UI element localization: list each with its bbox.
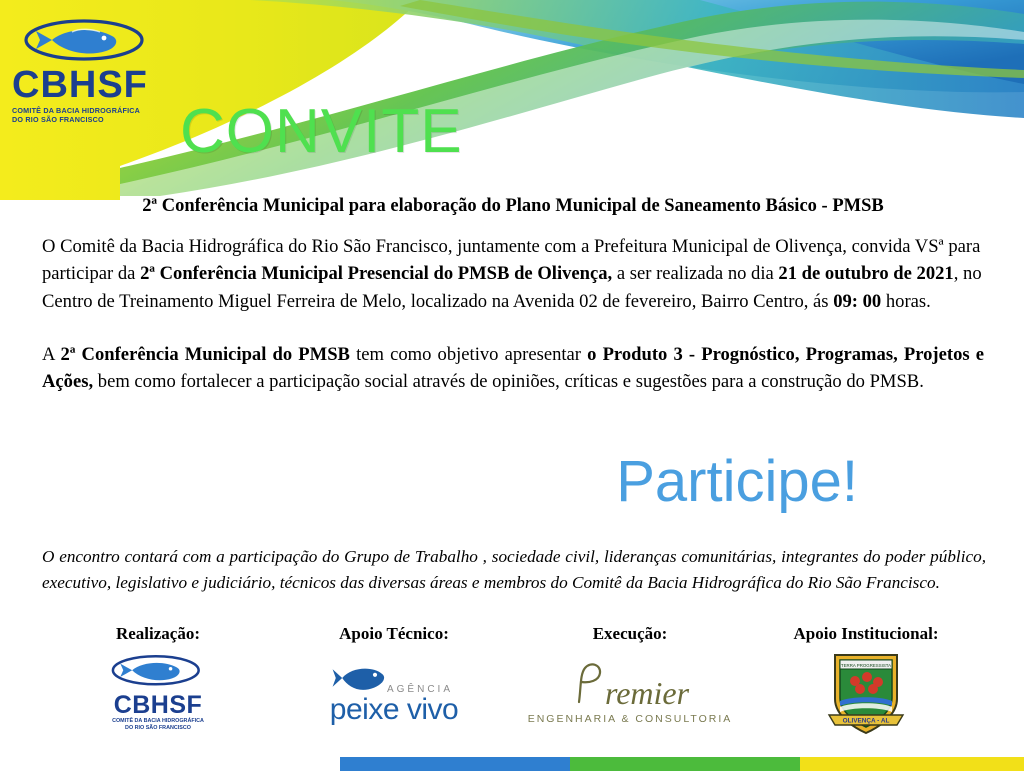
sponsor-realizacao [42, 624, 274, 736]
sponsor-apoio-tecnico [278, 624, 510, 736]
peixe-vivo-logo-text: peixe vivo [329, 693, 459, 726]
sponsor-execucao [514, 624, 746, 736]
document-subtitle: 2ª Conferência Municipal para elaboração do Plano Municipal de Saneamento Básico - PMSB [142, 196, 884, 216]
cbhsf-fish-icon-small [102, 654, 214, 688]
footer-bar-yellow [800, 757, 1024, 771]
p2-part3: bem como fortalecer a participação social através de opiniões, críticas e sugestões para a construção do PMSB. [93, 371, 924, 393]
p1-bold2: 21 de outubro de 2021 [778, 263, 954, 285]
p1-bold1: 2ª Conferência Municipal Presencial do PMSB de Olivença, [140, 263, 613, 285]
p1-bold3: 09: 00 [833, 290, 882, 312]
document-body [42, 196, 984, 396]
sponsor-label-execucao: Execução: [592, 624, 668, 643]
footer-bar-blue [340, 757, 570, 771]
cbhsf-logo-text: CBHSF [12, 64, 148, 106]
cbhsf-logo-subtitle-line2: DO RIO SÃO FRANCISCO [12, 115, 104, 124]
footer-bar-green [570, 757, 800, 771]
coat-of-arms-city: OLIVENÇA - AL [842, 717, 890, 725]
peixe-vivo-kicker: AGÊNCIA [386, 684, 453, 695]
footer-note: O encontro contará com a participação do Grupo de Trabalho , sociedade civil, lideranças comunitárias, integrantes do poder público, executivo, legislativo e judiciário, técnicos das diversas áreas e membros do Comitê da Bacia Hidrográfica do Rio São Francisco. [42, 547, 986, 592]
cbhsf-footer-sub2: DO RIO SÃO FRANCISCO [125, 725, 191, 731]
p2-part1: A [42, 343, 61, 365]
call-to-action-text: Participe! [616, 449, 858, 514]
p1-part4: horas. [881, 290, 931, 312]
sponsor-row [42, 624, 982, 736]
footer-bar-white [0, 757, 340, 771]
olivenca-coat-of-arms [750, 650, 982, 736]
cbhsf-logo-subtitle-line1: COMITÊ DA BACIA HIDROGRÁFICA [12, 106, 141, 115]
cbhsf-footer-logo [42, 650, 274, 736]
p1-part3: , no Centro de Treinamento Miguel Ferreira de Melo, localizado na Avenida 02 de fevereiro, Bairro Centro, ás [42, 263, 982, 312]
sponsor-label-apoio-institucional: Apoio Institucional: [793, 624, 939, 643]
cbhsf-fish-icon [12, 18, 162, 64]
premier-logo-subtitle: ENGENHARIA & CONSULTORIA [527, 712, 733, 725]
paragraph-objective [42, 341, 984, 396]
premier-logo-text: remier [604, 674, 690, 711]
footer-color-bar [0, 757, 1024, 771]
paragraph-invitation [42, 233, 984, 315]
p1-part2: a ser realizada no dia [612, 263, 779, 285]
sponsor-apoio-institucional [750, 624, 982, 736]
peixe-vivo-fish-icon [331, 661, 387, 695]
page-title: CONVITE [180, 97, 463, 166]
p2-bold2: o Produto 3 - Prognóstico, Programas, Projetos e Ações, [42, 343, 984, 393]
cbhsf-footer-sub1: COMITÊ DA BACIA HIDROGRÁFICA [112, 717, 204, 724]
premier-p-monogram-icon [571, 662, 605, 704]
premier-logo [514, 650, 746, 736]
cbhsf-footer-logo-text: CBHSF [113, 690, 203, 719]
peixe-vivo-logo [278, 650, 510, 736]
sponsor-label-apoio-tecnico: Apoio Técnico: [339, 624, 449, 643]
coat-of-arms-motto: TERRA PROGRESSISTA [840, 663, 892, 668]
p2-part2: tem como objetivo apresentar [349, 343, 588, 365]
sponsor-label-realizacao: Realização: [115, 624, 201, 643]
p1-part1: O Comitê da Bacia Hidrográfica do Rio São Francisco, juntamente com a Prefeitura Municipal de Olivença, convida VSª para participar da [42, 236, 981, 285]
cbhsf-header-logo [12, 18, 162, 124]
p2-bold1: 2ª Conferência Municipal do PMSB [60, 343, 350, 365]
